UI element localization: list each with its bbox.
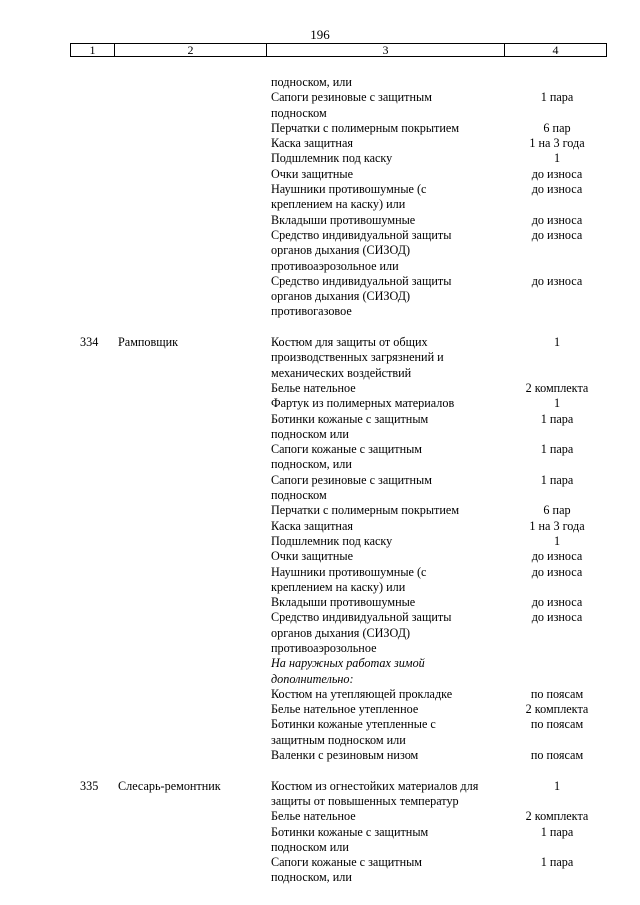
ppe-item: креплением на каску) или: [271, 579, 406, 594]
ppe-item: На наружных работах зимой: [271, 656, 425, 671]
header-col-2: 2: [115, 44, 267, 56]
table-row: [0, 626, 640, 641]
ppe-item: органов дыхания (СИЗОД): [271, 243, 411, 258]
table-row: [0, 809, 640, 824]
table-row: [0, 228, 640, 243]
table-row: [0, 121, 640, 136]
table-row: [0, 259, 640, 274]
table-row: [0, 396, 640, 411]
table-row: [0, 519, 640, 534]
table-row: [0, 503, 640, 518]
ppe-item: подноском или: [271, 839, 349, 854]
table-row: [0, 534, 640, 549]
table-row: [0, 213, 640, 228]
table-row: [0, 381, 640, 396]
ppe-item: защитным подноском или: [271, 732, 406, 747]
header-col-4: 4: [552, 43, 559, 57]
ppe-item: подноском, или: [271, 75, 352, 89]
table-row: [0, 717, 640, 732]
table-row: [0, 687, 640, 702]
ppe-item: противоаэрозольное: [271, 640, 377, 655]
ppe-item: Белье нательное: [271, 809, 356, 824]
ppe-item: Ботинки кожаные с защитным: [271, 824, 429, 839]
ppe-item: Наушники противошумные (с: [271, 182, 427, 197]
ppe-item: Очки защитные: [271, 166, 353, 181]
ppe-item: Сапоги резиновые с защитным: [271, 472, 432, 487]
table-row: [0, 610, 640, 625]
ppe-item: противоаэрозольное или: [271, 258, 399, 273]
table-row: [0, 350, 640, 365]
table-row: [0, 748, 640, 763]
ppe-quantity: до износа: [531, 273, 583, 288]
ppe-item: Костюм на утепляющей прокладке: [271, 686, 453, 701]
ppe-quantity: до износа: [531, 212, 583, 227]
table-row: [0, 580, 640, 595]
ppe-item: подноском, или: [271, 457, 352, 472]
ppe-quantity: 1 пара: [540, 90, 574, 105]
table-row: [0, 136, 640, 151]
header-col-1: 1: [71, 44, 115, 56]
ppe-quantity: до износа: [531, 549, 583, 564]
table-row: [0, 366, 640, 381]
ppe-item: Перчатки с полимерным покрытием: [271, 120, 460, 135]
table-row: [0, 733, 640, 748]
ppe-item: подноском: [271, 105, 327, 120]
profession-name: Слесарь-ремонтник: [118, 778, 221, 793]
table-row: [0, 565, 640, 580]
ppe-item: Валенки с резиновым низом: [271, 748, 419, 763]
ppe-item: органов дыхания (СИЗОД): [271, 289, 411, 304]
ppe-quantity: 1 пара: [540, 855, 574, 870]
ppe-quantity: 1: [553, 778, 561, 793]
table-body: [0, 75, 640, 886]
ppe-item: Подшлемник под каску: [271, 533, 393, 548]
ppe-quantity: до износа: [531, 227, 583, 242]
ppe-item: Фартук из полимерных материалов: [271, 396, 455, 411]
ppe-item: дополнительно:: [271, 671, 354, 686]
ppe-item: противогазовое: [271, 304, 352, 319]
ppe-quantity: 1 пара: [540, 824, 574, 839]
ppe-item: Каска защитная: [271, 136, 353, 151]
table-row: [0, 779, 640, 794]
table-row: [0, 855, 640, 870]
table-row: [0, 641, 640, 656]
ppe-item: креплением на каску) или: [271, 197, 406, 212]
ppe-item: Каска защитная: [271, 518, 353, 533]
ppe-item: Наушники противошумные (с: [271, 564, 427, 579]
table-row: [0, 167, 640, 182]
ppe-quantity: до износа: [531, 182, 583, 197]
table-row: [0, 304, 640, 319]
table-row: [0, 549, 640, 564]
table-row: [0, 825, 640, 840]
ppe-quantity: 1: [553, 335, 561, 350]
ppe-item: Сапоги кожаные с защитным: [271, 442, 422, 457]
row-number: 335: [80, 778, 99, 793]
ppe-item: Костюм из огнестойких материалов для: [271, 778, 479, 793]
ppe-quantity: 2 комплекта: [525, 809, 589, 824]
ppe-item: Средство индивидуальной защиты: [271, 610, 452, 625]
ppe-item: органов дыхания (СИЗОД): [271, 625, 411, 640]
table-row: [0, 656, 640, 671]
ppe-quantity: 1 на 3 года: [529, 136, 585, 151]
ppe-item: Сапоги кожаные с защитным: [271, 855, 422, 870]
page-number: 196: [310, 27, 330, 42]
ppe-quantity: 2 комплекта: [525, 380, 589, 395]
table-row: [0, 672, 640, 687]
table-row: [0, 840, 640, 855]
ppe-item: производственных загрязнений и: [271, 350, 444, 365]
ppe-quantity: по поясам: [530, 686, 584, 701]
header-col-3: 3: [267, 44, 505, 56]
table-row: [0, 457, 640, 472]
table-row: [0, 197, 640, 212]
profession-name: Рамповщик: [118, 335, 179, 350]
ppe-item: подноском: [271, 488, 327, 503]
row-number: 334: [80, 335, 99, 350]
ppe-quantity: 1 пара: [540, 442, 574, 457]
ppe-item: защиты от повышенных температур: [271, 793, 459, 808]
ppe-item: Перчатки с полимерным покрытием: [271, 503, 460, 518]
ppe-item: подноском или: [271, 426, 349, 441]
table-row: [0, 427, 640, 442]
ppe-item: Сапоги резиновые с защитным: [271, 90, 432, 105]
ppe-quantity: 1 пара: [540, 472, 574, 487]
ppe-item: механических воздействий: [271, 365, 412, 380]
ppe-item: подноском, или: [271, 870, 352, 885]
ppe-item: Белье нательное: [271, 380, 356, 395]
ppe-quantity: до износа: [531, 610, 583, 625]
ppe-item: Вкладыши противошумные: [271, 212, 416, 227]
table-row: [0, 106, 640, 121]
ppe-item: Ботинки кожаные утепленные с: [271, 717, 436, 732]
table-row: [0, 794, 640, 809]
ppe-quantity: 1 пара: [540, 411, 574, 426]
ppe-item: Костюм для защиты от общих: [271, 335, 428, 350]
ppe-quantity: 6 пар: [543, 503, 571, 518]
table-row: [0, 182, 640, 197]
ppe-quantity: до износа: [531, 595, 583, 610]
table-row: [0, 870, 640, 885]
ppe-quantity: по поясам: [530, 748, 584, 763]
table-row: [0, 442, 640, 457]
table-row: [0, 412, 640, 427]
table-row: [0, 595, 640, 610]
table-row: [0, 289, 640, 304]
ppe-quantity: до износа: [531, 564, 583, 579]
table-row: [0, 702, 640, 717]
ppe-item: Средство индивидуальной защиты: [271, 273, 452, 288]
row-gap: [0, 320, 640, 335]
ppe-quantity: 6 пар: [543, 120, 571, 135]
ppe-item: Вкладыши противошумные: [271, 595, 416, 610]
ppe-item: Белье нательное утепленное: [271, 702, 419, 717]
table-row: [0, 75, 640, 90]
ppe-quantity: 1: [553, 533, 561, 548]
table-row: [0, 90, 640, 105]
ppe-quantity: 1 на 3 года: [529, 518, 585, 533]
table-row: [0, 274, 640, 289]
ppe-quantity: 1: [553, 151, 561, 166]
table-row: [0, 335, 640, 350]
ppe-item: Ботинки кожаные с защитным: [271, 411, 429, 426]
ppe-quantity: по поясам: [530, 717, 584, 732]
ppe-item: Подшлемник под каску: [271, 151, 393, 166]
ppe-item: Очки защитные: [271, 549, 353, 564]
table-row: [0, 151, 640, 166]
table-header: [70, 43, 607, 57]
ppe-quantity: до износа: [531, 166, 583, 181]
table-row: [0, 488, 640, 503]
ppe-quantity: 1: [553, 396, 561, 411]
row-gap: [0, 763, 640, 778]
ppe-item: Средство индивидуальной защиты: [271, 227, 452, 242]
ppe-quantity: 2 комплекта: [525, 702, 589, 717]
table-row: [0, 473, 640, 488]
table-row: [0, 243, 640, 258]
